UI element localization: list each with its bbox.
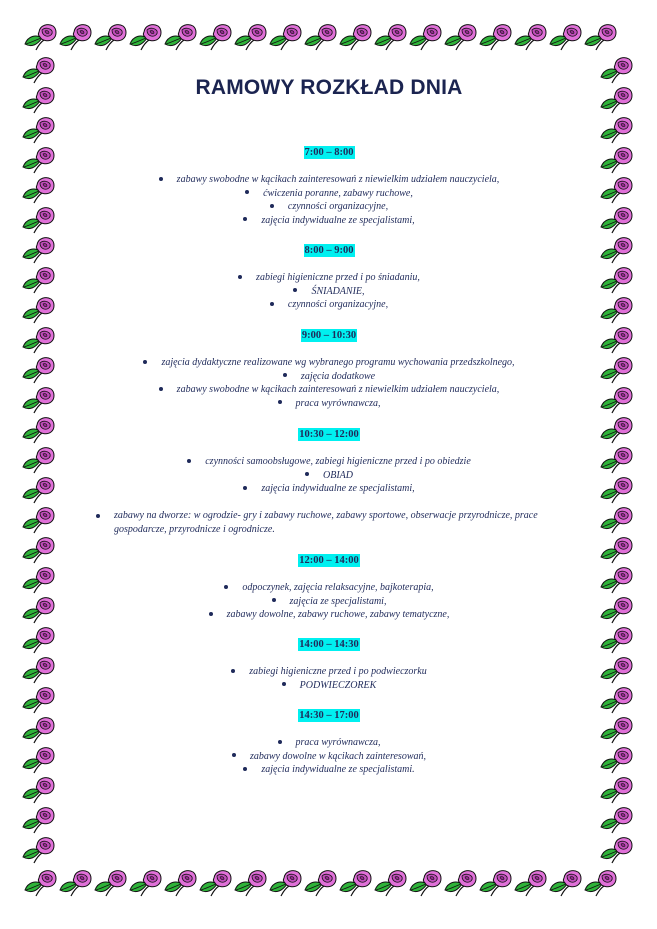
rose-icon (480, 25, 511, 50)
activity-list (90, 356, 568, 410)
rose-icon (23, 718, 54, 743)
rose-icon (601, 598, 632, 623)
rose-icon (235, 25, 266, 50)
rose-icon (601, 268, 632, 293)
rose-icon (23, 568, 54, 593)
rose-icon (601, 628, 632, 653)
list-item: czynności samoobsługowe, zabiegi higieniczne przed i po obiedzie (90, 455, 568, 469)
rose-icon (601, 148, 632, 173)
list-item: zabiegi higieniczne przed i po podwieczorku (90, 665, 568, 679)
rose-icon (340, 871, 371, 896)
list-item: zabiegi higieniczne przed i po śniadaniu, (90, 271, 568, 285)
rose-icon (375, 25, 406, 50)
rose-icon (23, 268, 54, 293)
list-item: zajęcia dodatkowe (90, 370, 568, 384)
rose-icon (550, 871, 581, 896)
rose-icon (60, 871, 91, 896)
list-item: zajęcia indywidualne ze specjalistami, (90, 482, 568, 496)
rose-icon (550, 25, 581, 50)
list-item: OBIAD (90, 469, 568, 483)
time-label: 14:00 – 14:30 (299, 639, 359, 650)
rose-icon (23, 658, 54, 683)
rose-icon (23, 298, 54, 323)
time-slot (90, 634, 568, 692)
rose-icon (340, 25, 371, 50)
rose-icon (601, 298, 632, 323)
list-item: czynności organizacyjne, (90, 298, 568, 312)
rose-icon (23, 148, 54, 173)
activity-list (90, 455, 568, 496)
list-item: praca wyrównawcza, (90, 397, 568, 411)
rose-icon (23, 808, 54, 833)
rose-icon (165, 871, 196, 896)
rose-icon (601, 838, 632, 863)
rose-icon (375, 871, 406, 896)
rose-icon (601, 178, 632, 203)
activity-list (90, 271, 568, 312)
time-slot (90, 325, 568, 410)
rose-icon (23, 748, 54, 773)
rose-icon (601, 118, 632, 143)
time-label: 14:30 – 17:00 (299, 710, 359, 721)
rose-icon (25, 25, 56, 50)
rose-icon (585, 25, 616, 50)
time-label: 12:00 – 14:00 (299, 555, 359, 566)
rose-icon (601, 538, 632, 563)
time-label: 8:00 – 9:00 (304, 245, 354, 256)
page-title: RAMOWY ROZKŁAD DNIA (195, 76, 463, 99)
rose-icon (515, 871, 546, 896)
rose-icon (95, 871, 126, 896)
list-item: ŚNIADANIE, (90, 285, 568, 299)
rose-icon (601, 748, 632, 773)
time-slot (90, 550, 568, 622)
time-label: 10:30 – 12:00 (299, 429, 359, 440)
rose-icon (23, 478, 54, 503)
rose-icon (270, 871, 301, 896)
rose-icon (23, 88, 54, 113)
time-label: 7:00 – 8:00 (304, 147, 354, 158)
rose-icon (601, 418, 632, 443)
rose-icon (23, 598, 54, 623)
activity-list (90, 736, 568, 777)
rose-icon (445, 25, 476, 50)
rose-icon (601, 448, 632, 473)
rose-icon (23, 118, 54, 143)
time-slot (90, 240, 568, 312)
rose-icon (305, 25, 336, 50)
list-item: zabawy swobodne w kącikach zainteresowań z niewielkim udziałem nauczyciela, (90, 173, 568, 187)
list-item: praca wyrównawcza, (90, 736, 568, 750)
rose-icon (305, 871, 336, 896)
rose-icon (23, 688, 54, 713)
list-item: zabawy swobodne w kącikach zainteresowań z niewielkim udziałem nauczyciela, (90, 383, 568, 397)
rose-icon (601, 208, 632, 233)
rose-icon (601, 388, 632, 413)
rose-icon (200, 871, 231, 896)
rose-icon (200, 25, 231, 50)
rose-icon (23, 358, 54, 383)
rose-icon (23, 178, 54, 203)
rose-icon (23, 448, 54, 473)
rose-icon (601, 508, 632, 533)
list-item: zajęcia ze specjalistami, (90, 595, 568, 609)
rose-icon (95, 25, 126, 50)
rose-icon (480, 871, 511, 896)
rose-icon (23, 418, 54, 443)
rose-icon (235, 871, 266, 896)
list-item: odpoczynek, zajęcia relaksacyjne, bajkoterapia, (90, 581, 568, 595)
activity-list (90, 665, 568, 692)
rose-icon (601, 658, 632, 683)
rose-icon (23, 58, 54, 83)
rose-icon (601, 328, 632, 353)
list-item: zajęcia indywidualne ze specjalistami. (90, 763, 568, 777)
time-slot (90, 424, 568, 496)
time-slot (90, 705, 568, 777)
rose-icon (23, 778, 54, 803)
list-item: czynności organizacyjne, (90, 200, 568, 214)
rose-icon (410, 871, 441, 896)
rose-icon (585, 871, 616, 896)
list-item: zabawy dowolne w kącikach zainteresowań, (90, 750, 568, 764)
time-label: 9:00 – 10:30 (301, 330, 357, 341)
rose-icon (410, 25, 441, 50)
rose-icon (23, 508, 54, 533)
list-item: zabawy dowolne, zabawy ruchowe, zabawy tematyczne, (90, 608, 568, 622)
rose-icon (23, 628, 54, 653)
list-item: PODWIECZOREK (90, 679, 568, 693)
activity-list (90, 581, 568, 622)
rose-icon (23, 838, 54, 863)
rose-icon (25, 871, 56, 896)
rose-icon (601, 88, 632, 113)
rose-icon (601, 808, 632, 833)
rose-icon (515, 25, 546, 50)
rose-icon (23, 388, 54, 413)
rose-icon (130, 871, 161, 896)
rose-icon (445, 871, 476, 896)
list-item: zabawy na dworze: w ogrodzie- gry i zabawy ruchowe, zabawy sportowe, obserwacje przyrodnicze, prace gospodarcze, przyrodnicze i ogrodnicze. (96, 509, 566, 536)
time-slot (90, 142, 568, 227)
rose-icon (23, 328, 54, 353)
rose-icon (601, 778, 632, 803)
rose-icon (23, 208, 54, 233)
list-item: zajęcia dydaktyczne realizowane wg wybranego programu wychowania przedszkolnego, (90, 356, 568, 370)
activity-list (90, 173, 568, 227)
rose-icon (165, 25, 196, 50)
rose-icon (270, 25, 301, 50)
rose-icon (23, 538, 54, 563)
rose-icon (60, 25, 91, 50)
rose-icon (601, 358, 632, 383)
list-item: zajęcia indywidualne ze specjalistami, (90, 214, 568, 228)
rose-icon (601, 58, 632, 83)
rose-icon (23, 238, 54, 263)
rose-icon (601, 478, 632, 503)
rose-icon (601, 238, 632, 263)
rose-icon (601, 568, 632, 593)
rose-icon (601, 718, 632, 743)
rose-icon (130, 25, 161, 50)
list-item: ćwiczenia poranne, zabawy ruchowe, (90, 187, 568, 201)
rose-icon (601, 688, 632, 713)
